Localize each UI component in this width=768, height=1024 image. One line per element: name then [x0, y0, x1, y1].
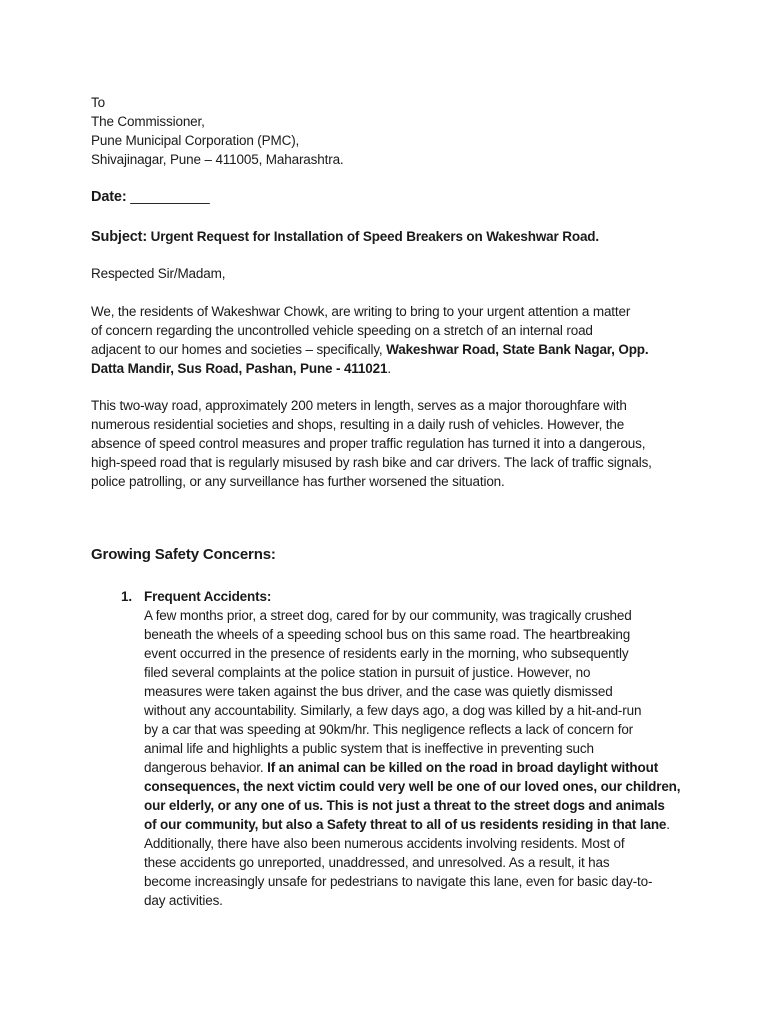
paragraph-line: day activities. [144, 893, 223, 908]
text-run: . [666, 817, 670, 832]
greeting: Respected Sir/Madam, [91, 266, 226, 281]
paragraph-line: become increasingly unsafe for pedestrians to navigate this lane, even for basic day-to- [144, 874, 653, 889]
emphasis-bold: consequences, the next victim could very well be one of our loved ones, our children, [144, 779, 681, 794]
location-bold: Wakeshwar Road, State Bank Nagar, Opp. [386, 342, 649, 357]
paragraph-line: beneath the wheels of a speeding school bus on this same road. The heartbreaking [144, 627, 631, 642]
paragraph-line: by a car that was speeding at 90km/hr. This negligence reflects a lack of concern for [144, 722, 634, 737]
section-heading: Growing Safety Concerns: [91, 546, 276, 563]
location-bold: Datta Mandir, Sus Road, Pashan, Pune - 411021 [91, 361, 388, 376]
paragraph-line: filed several complaints at the police station in pursuit of justice. However, no [144, 665, 591, 680]
paragraph-line: numerous residential societies and shops, resulting in a daily rush of vehicles. However, the [91, 417, 625, 432]
date-line [91, 188, 691, 207]
paragraph-line [144, 777, 704, 796]
paragraph-line [91, 340, 691, 359]
paragraph-line: absence of speed control measures and proper traffic regulation has turned it into a dangerous, [91, 436, 646, 451]
paragraph-road-description [91, 396, 691, 491]
paragraph-line: animal life and highlights a public system that is ineffective in preventing such [144, 741, 594, 756]
list-item-body [144, 606, 704, 910]
paragraph-line [91, 359, 691, 378]
paragraph-line: Additionally, there have also been numerous accidents involving residents. Most of [144, 836, 625, 851]
recipient-address [91, 93, 691, 169]
subject-label: Subject: [91, 229, 147, 245]
subject-line [91, 227, 691, 247]
date-value: __________ [126, 189, 210, 205]
emphasis-bold: our elderly, or any one of us. This is not just a threat to the street dogs and animals [144, 798, 665, 813]
address-line-2: Pune Municipal Corporation (PMC), [91, 133, 300, 148]
list-item-title: Frequent Accidents: [144, 589, 272, 604]
emphasis-bold: If an animal can be killed on the road in broad daylight without [267, 760, 659, 775]
paragraph-line: these accidents go unreported, unaddressed, and unresolved. As a result, it has [144, 855, 610, 870]
paragraph-line: high-speed road that is regularly misused by rash bike and car drivers. The lack of traffic signals, [91, 455, 652, 470]
address-to: To [91, 95, 105, 110]
text-run: dangerous behavior. [144, 760, 268, 775]
date-label: Date: [91, 189, 127, 205]
paragraph-intro [91, 302, 691, 378]
paragraph-line: police patrolling, or any surveillance has further worsened the situation. [91, 474, 505, 489]
text-run: adjacent to our homes and societies – specifically, [91, 342, 387, 357]
subject-text: Urgent Request for Installation of Speed Breakers on Wakeshwar Road. [147, 229, 599, 244]
emphasis-bold: of our community, but also a Safety threat to all of us residents residing in that lane [144, 817, 667, 832]
paragraph-line: event occurred in the presence of residents early in the morning, who subsequently [144, 646, 629, 661]
paragraph-line [144, 758, 704, 777]
paragraph-line: of concern regarding the uncontrolled vehicle speeding on a stretch of an internal road [91, 323, 593, 338]
paragraph-line: This two-way road, approximately 200 meters in length, serves as a major thoroughfare with [91, 398, 627, 413]
paragraph-line [144, 815, 704, 834]
paragraph-line: measures were taken against the bus driver, and the case was quietly dismissed [144, 684, 613, 699]
paragraph-line: A few months prior, a street dog, cared for by our community, was tragically crushed [144, 608, 632, 623]
paragraph-line: We, the residents of Wakeshwar Chowk, are writing to bring to your urgent attention a matter [91, 304, 631, 319]
address-line-1: The Commissioner, [91, 114, 205, 129]
paragraph-line: without any accountability. Similarly, a few days ago, a dog was killed by a hit-and-run [144, 703, 642, 718]
paragraph-line [144, 796, 704, 815]
text-run: . [387, 361, 391, 376]
address-line-3: Shivajinagar, Pune – 411005, Maharashtra. [91, 152, 344, 167]
list-item-number: 1. [121, 589, 132, 604]
